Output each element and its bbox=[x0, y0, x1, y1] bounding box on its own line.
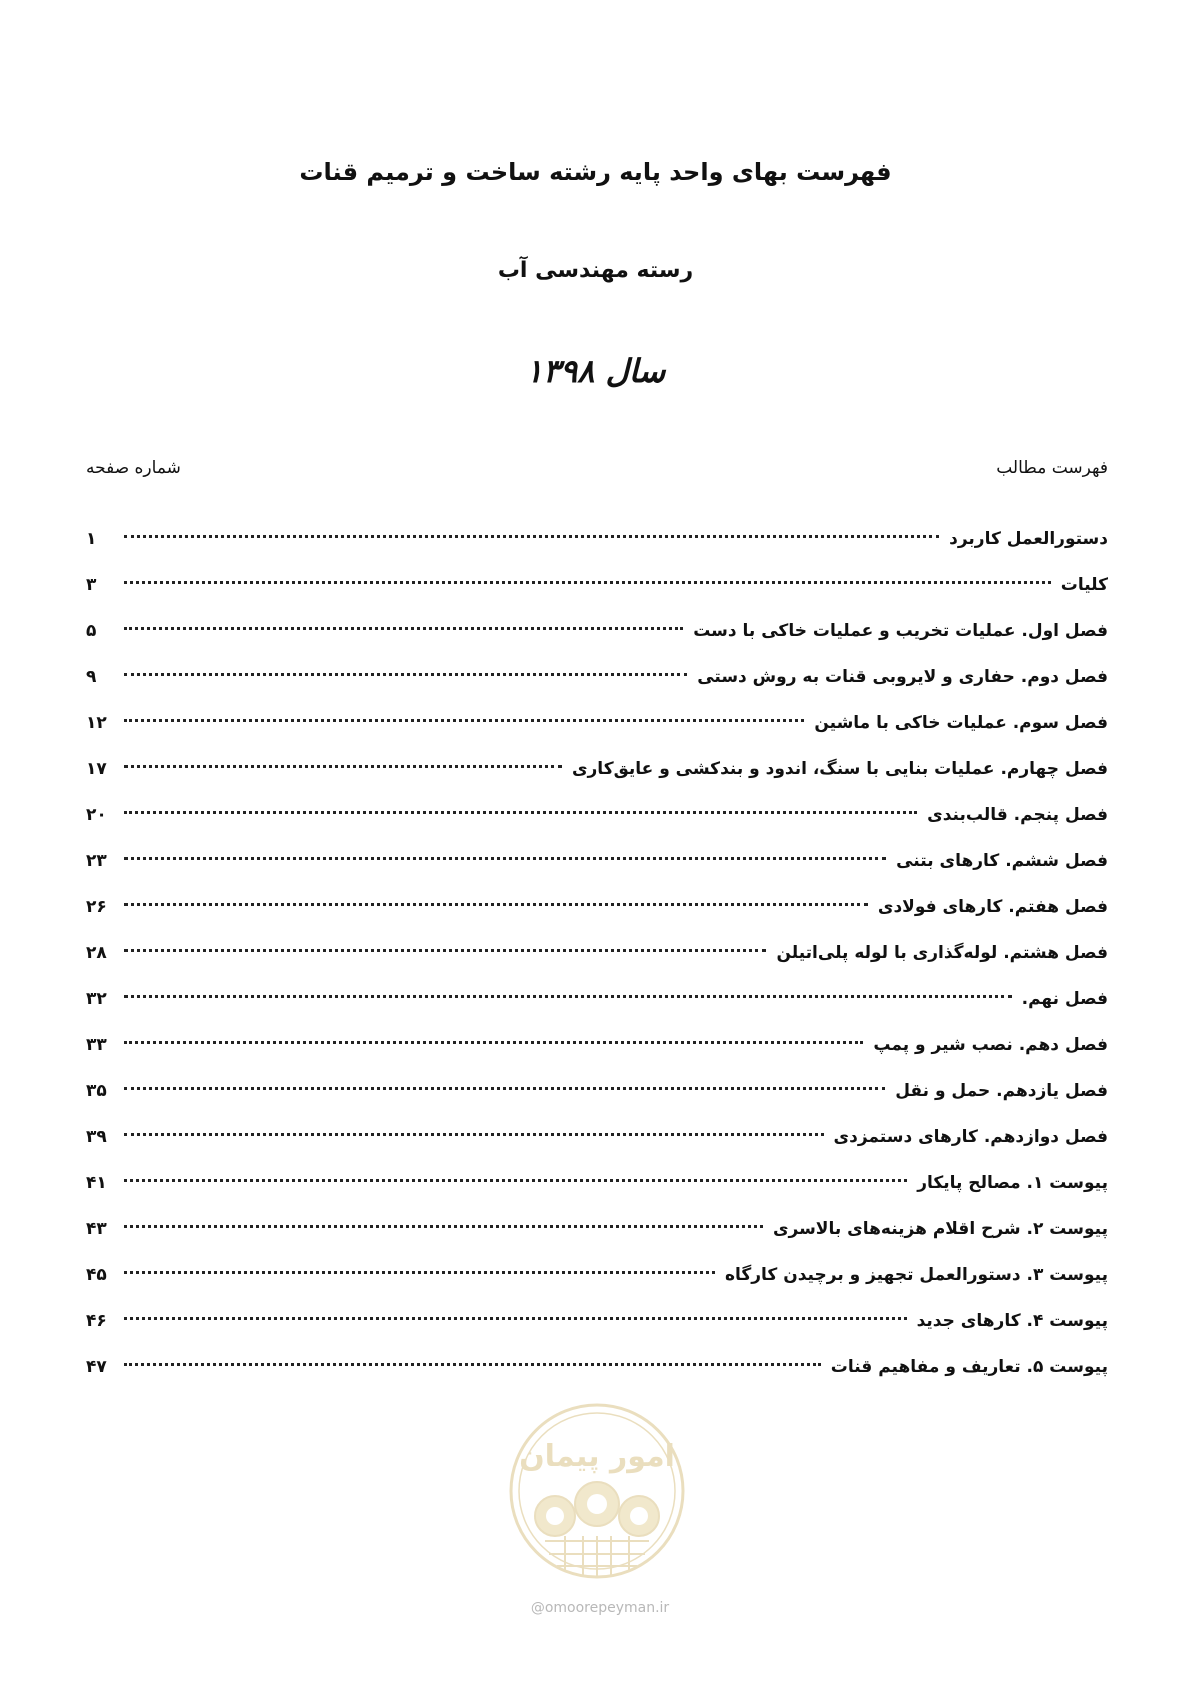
toc-entry-label[interactable]: پیوست ۲. شرح اقلام هزینه‌های بالاسری bbox=[772, 1219, 1108, 1239]
toc-entry-label[interactable]: فصل دهم. نصب شیر و پمپ bbox=[873, 1035, 1108, 1055]
toc-entry-page-number[interactable]: ۲۶ bbox=[86, 897, 107, 917]
toc-dot-leader bbox=[124, 1179, 907, 1182]
toc-dot-leader bbox=[124, 903, 868, 906]
toc-entry-label[interactable]: پیوست ۳. دستورالعمل تجهیز و برچیدن کارگاه bbox=[724, 1265, 1108, 1285]
toc-entry[interactable] bbox=[86, 1022, 1108, 1068]
toc-entry-label[interactable]: فصل اول. عملیات تخریب و عملیات خاکی با دست bbox=[693, 621, 1108, 641]
toc-header-title: فهرست مطالب bbox=[996, 458, 1108, 478]
toc-entry-label[interactable]: فصل پنجم. قالب‌بندی bbox=[927, 805, 1108, 825]
toc-header-page-number: شماره صفحه bbox=[86, 458, 181, 478]
omoorepeyman-logo-watermark bbox=[505, 1396, 689, 1586]
toc-dot-leader bbox=[124, 811, 917, 814]
toc-dot-leader bbox=[124, 1041, 863, 1044]
toc-dot-leader bbox=[124, 1133, 824, 1136]
toc-entry-page-number[interactable]: ۲۳ bbox=[86, 851, 107, 871]
toc-entry[interactable] bbox=[86, 700, 1108, 746]
toc-dot-leader bbox=[124, 581, 1051, 584]
toc-entry[interactable] bbox=[86, 608, 1108, 654]
toc-dot-leader bbox=[124, 995, 1012, 998]
toc-entry[interactable] bbox=[86, 976, 1108, 1022]
document-subtitle: رسته مهندسی آب bbox=[497, 258, 694, 283]
toc-entry-page-number[interactable]: ۱ bbox=[86, 529, 97, 549]
toc-dot-leader bbox=[124, 535, 939, 538]
watermark-caption: @omoorepeyman.ir bbox=[530, 1600, 670, 1616]
toc-dot-leader bbox=[124, 1087, 885, 1090]
toc-entry[interactable] bbox=[86, 838, 1108, 884]
toc-entry-label[interactable]: فصل چهارم. عملیات بنایی با سنگ، اندود و بندکشی و عایق‌کاری bbox=[571, 759, 1108, 779]
table-of-contents bbox=[86, 516, 1108, 1390]
toc-entry-page-number[interactable]: ۴۵ bbox=[86, 1265, 107, 1285]
toc-dot-leader bbox=[124, 627, 683, 630]
toc-entry[interactable] bbox=[86, 1298, 1108, 1344]
toc-entry-label[interactable]: پیوست ۴. کارهای جدید bbox=[916, 1311, 1108, 1331]
toc-entry-page-number[interactable]: ۴۳ bbox=[86, 1219, 107, 1239]
toc-entry-page-number[interactable]: ۳ bbox=[86, 575, 97, 595]
toc-entry[interactable] bbox=[86, 516, 1108, 562]
toc-entry-label[interactable]: فصل سوم. عملیات خاکی با ماشین bbox=[814, 713, 1108, 733]
toc-entry-page-number[interactable]: ۴۶ bbox=[86, 1311, 107, 1331]
toc-entry[interactable] bbox=[86, 792, 1108, 838]
toc-entry-page-number[interactable]: ۳۹ bbox=[86, 1127, 107, 1147]
toc-entry-label[interactable]: فصل دوم. حفاری و لایروبی قنات به روش دستی bbox=[697, 667, 1108, 687]
toc-entry[interactable] bbox=[86, 930, 1108, 976]
document-title: فهرست بهای واحد پایه رشته ساخت و ترمیم قنات bbox=[299, 158, 892, 186]
toc-entry[interactable] bbox=[86, 1252, 1108, 1298]
toc-dot-leader bbox=[124, 1317, 907, 1320]
toc-dot-leader bbox=[124, 949, 766, 952]
toc-entry-page-number[interactable]: ۵ bbox=[86, 621, 97, 641]
toc-header bbox=[86, 458, 1108, 488]
toc-entry-label[interactable]: فصل نهم. bbox=[1021, 989, 1108, 1009]
toc-entry-label[interactable]: فصل دوازدهم. کارهای دستمزدی bbox=[833, 1127, 1108, 1147]
toc-entry[interactable] bbox=[86, 1344, 1108, 1390]
toc-dot-leader bbox=[124, 673, 687, 676]
toc-dot-leader bbox=[124, 1363, 821, 1366]
toc-dot-leader bbox=[124, 765, 562, 768]
toc-entry-label[interactable]: پیوست ۱. مصالح پایکار bbox=[917, 1173, 1108, 1193]
toc-entry-label[interactable]: دستورالعمل کاربرد bbox=[949, 529, 1108, 549]
toc-entry[interactable] bbox=[86, 1206, 1108, 1252]
toc-entry[interactable] bbox=[86, 1160, 1108, 1206]
toc-entry[interactable] bbox=[86, 884, 1108, 930]
toc-entry-page-number[interactable]: ۱۷ bbox=[86, 759, 107, 779]
toc-dot-leader bbox=[124, 1225, 763, 1228]
toc-entry-page-number[interactable]: ۲۰ bbox=[86, 805, 107, 825]
toc-entry-label[interactable]: فصل ششم. کارهای بتنی bbox=[896, 851, 1108, 871]
toc-entry-label[interactable]: کلیات bbox=[1060, 575, 1108, 595]
toc-entry-page-number[interactable]: ۱۲ bbox=[86, 713, 107, 733]
toc-entry-label[interactable]: فصل هشتم. لوله‌گذاری با لوله پلی‌اتیلن bbox=[776, 943, 1108, 963]
logo-text: امور پیمان bbox=[519, 1439, 675, 1474]
toc-dot-leader bbox=[124, 857, 886, 860]
toc-entry-label[interactable]: پیوست ۵. تعاریف و مفاهیم قنات bbox=[830, 1357, 1108, 1377]
toc-entry-label[interactable]: فصل یازدهم. حمل و نقل bbox=[895, 1081, 1108, 1101]
toc-entry-page-number[interactable]: ۳۲ bbox=[86, 989, 107, 1009]
toc-entry[interactable] bbox=[86, 1114, 1108, 1160]
toc-entry-page-number[interactable]: ۴۱ bbox=[86, 1173, 107, 1193]
toc-entry-page-number[interactable]: ۹ bbox=[86, 667, 97, 687]
toc-dot-leader bbox=[124, 1271, 715, 1274]
toc-entry[interactable] bbox=[86, 654, 1108, 700]
toc-entry-page-number[interactable]: ۳۳ bbox=[86, 1035, 107, 1055]
toc-dot-leader bbox=[124, 719, 804, 722]
toc-entry-label[interactable]: فصل هفتم. کارهای فولادی bbox=[877, 897, 1108, 917]
toc-entry[interactable] bbox=[86, 1068, 1108, 1114]
toc-entry[interactable] bbox=[86, 746, 1108, 792]
toc-entry-page-number[interactable]: ۴۷ bbox=[86, 1357, 107, 1377]
toc-entry[interactable] bbox=[86, 562, 1108, 608]
toc-entry-page-number[interactable]: ۲۸ bbox=[86, 943, 107, 963]
document-year: سال ۱۳۹۸ bbox=[525, 352, 666, 390]
toc-entry-page-number[interactable]: ۳۵ bbox=[86, 1081, 107, 1101]
